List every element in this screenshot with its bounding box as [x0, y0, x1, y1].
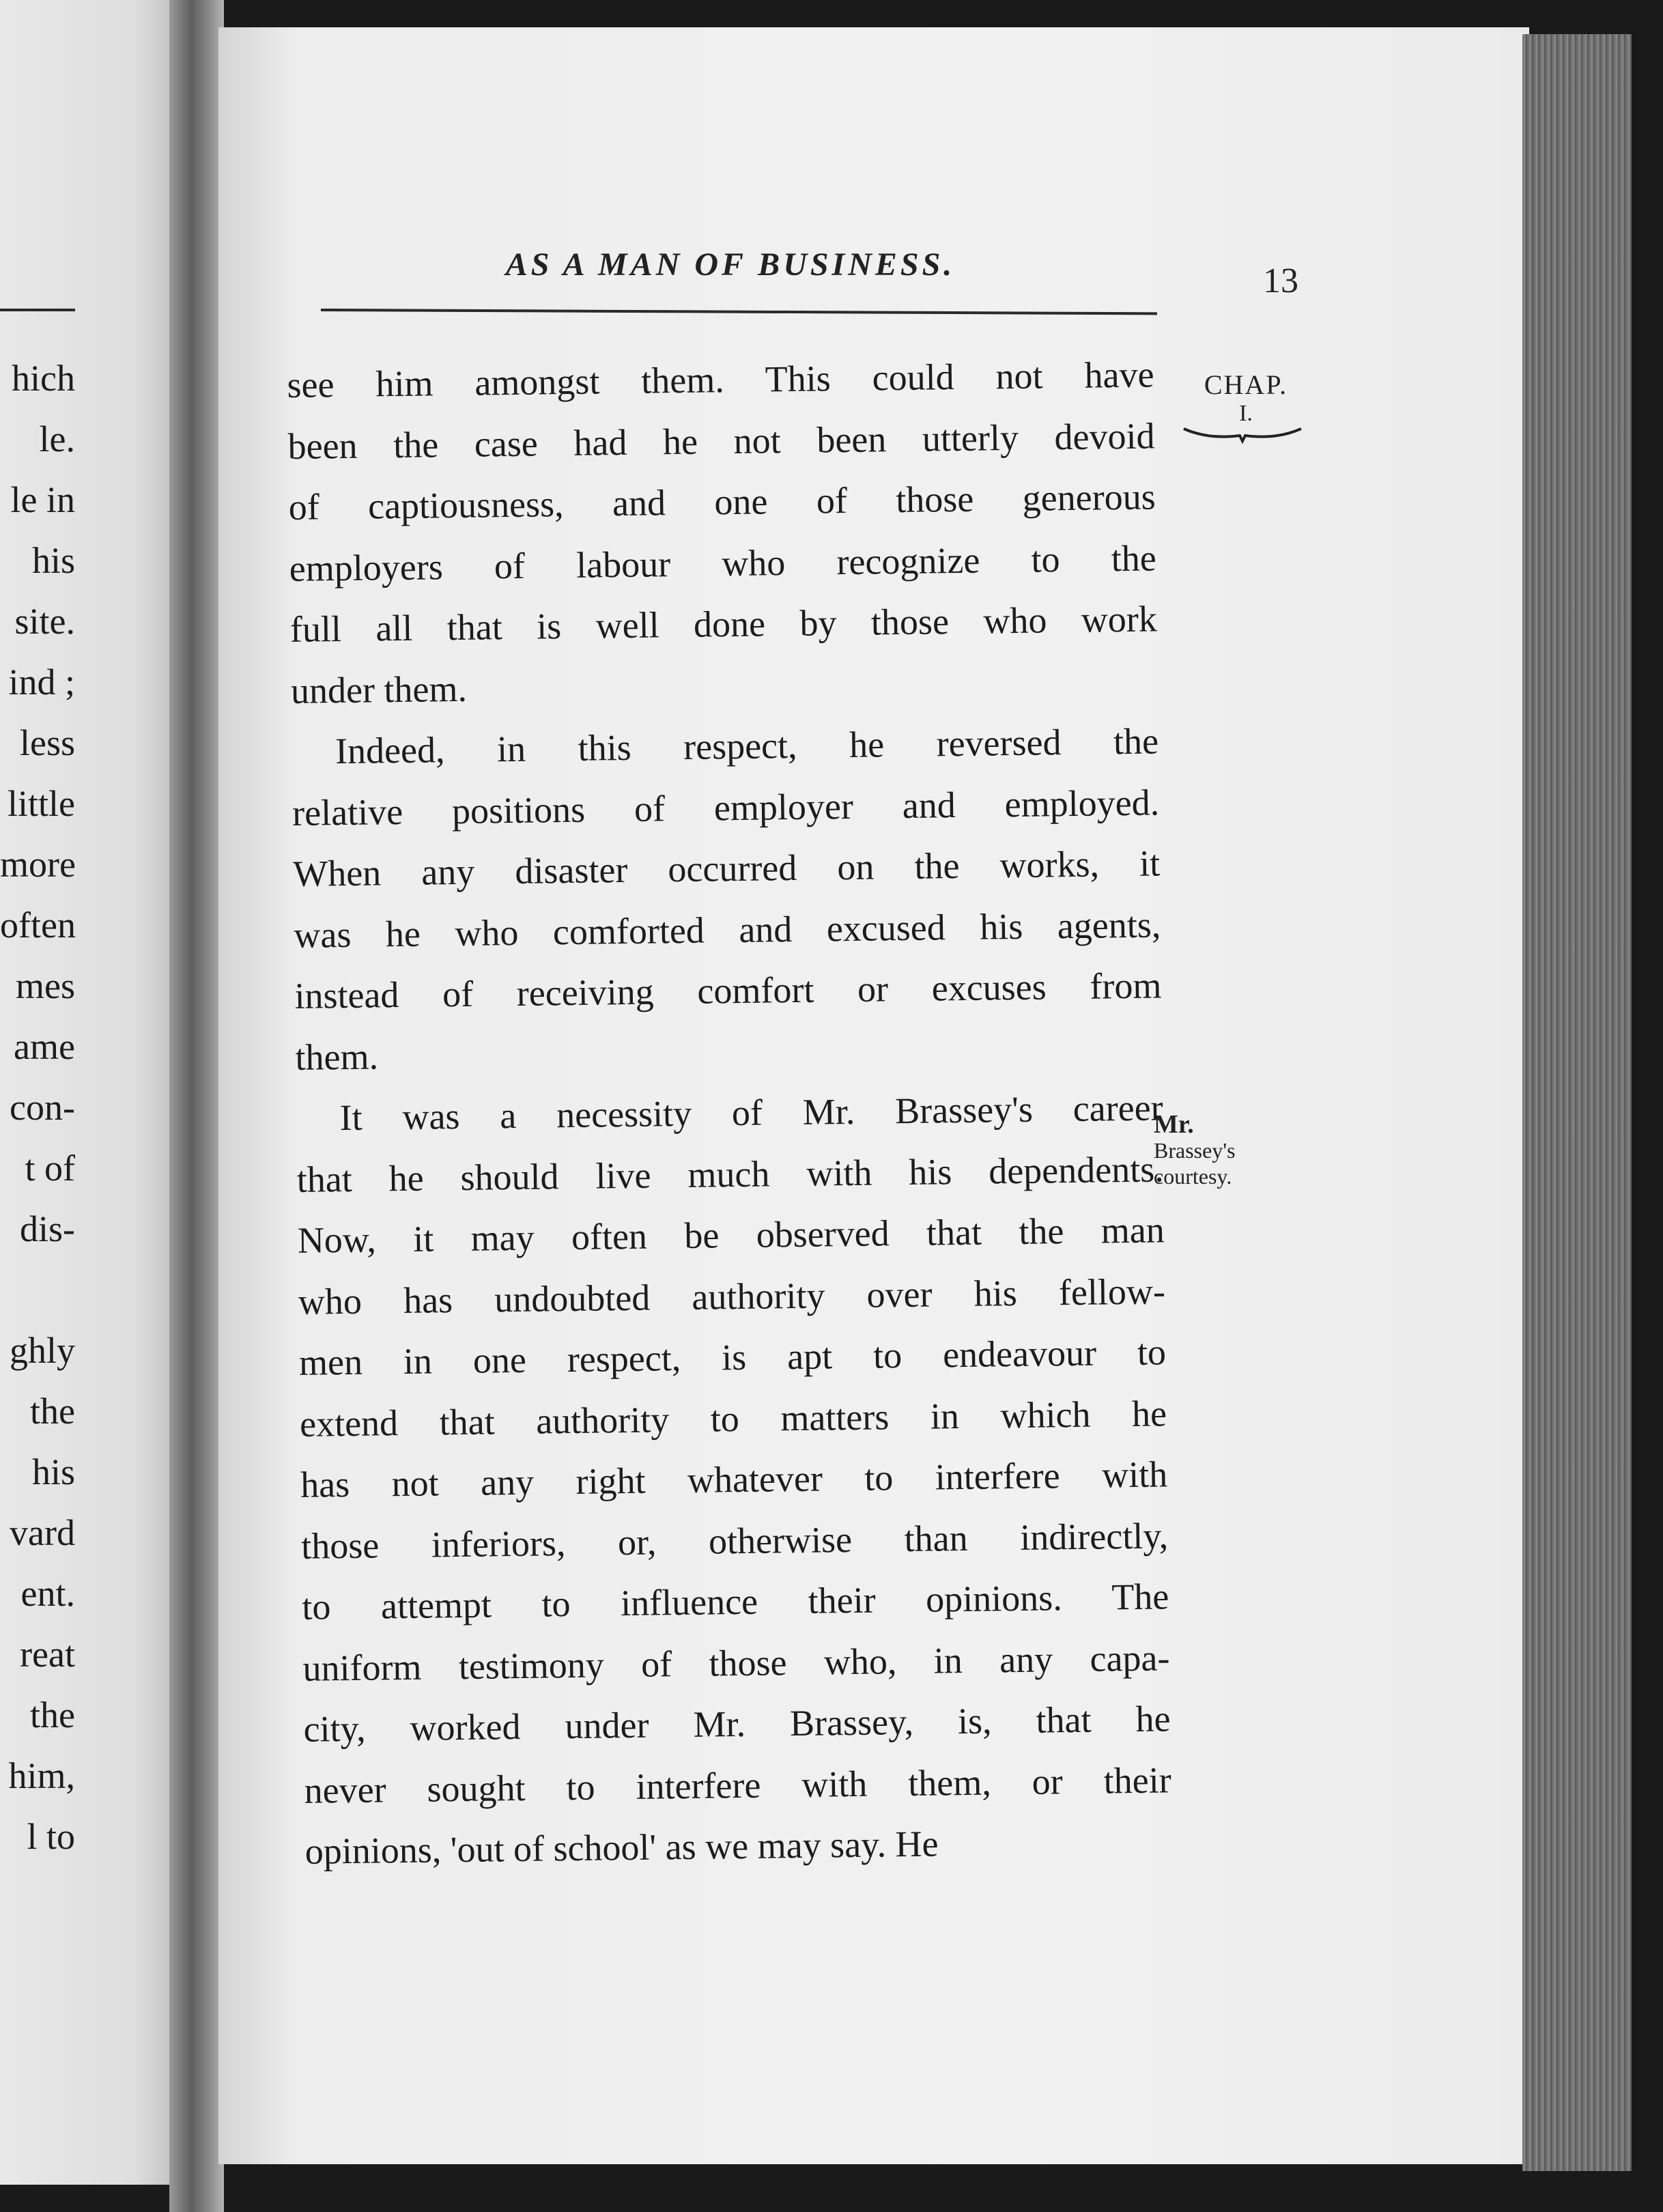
left-page-line-end: dis- [20, 1208, 75, 1249]
text-line: instead of receiving comfort or excuses from [294, 965, 1162, 1017]
running-title: AS A MAN OF BUSINESS. [505, 246, 956, 283]
text-line: them. [295, 1035, 379, 1078]
text-line: under them. [290, 668, 468, 711]
text-line: never sought to interfere with them, or their [304, 1759, 1171, 1811]
left-page-line-end: the [30, 1695, 75, 1735]
text-line: men in one respect, is apt to endeavour to [298, 1331, 1167, 1383]
book-fore-edge [1522, 34, 1632, 2171]
text-line: been the case had he not been utterly devoid [287, 414, 1155, 467]
text-line: those inferiors, or, otherwise than indirectly, [300, 1514, 1169, 1567]
left-page-line-end: the [30, 1391, 75, 1432]
left-page-line-end: reat [20, 1634, 75, 1675]
text-line: opinions, 'out of school' as we may say. He [304, 1823, 939, 1872]
text-line: It was a necessity of Mr. Brassey's career [339, 1087, 1163, 1139]
text-line: city, worked under Mr. Brassey, is, that he [303, 1698, 1171, 1750]
chapter-margin-note [1188, 369, 1304, 444]
side-note-line: Mr. [1154, 1110, 1194, 1139]
text-line: who has undoubted authority over his fellow- [298, 1270, 1166, 1322]
side-note-line: Brassey's [1154, 1138, 1236, 1163]
left-page-line-end: his [31, 540, 75, 581]
left-page-line-end: con- [10, 1087, 75, 1128]
left-page-line-end: more [0, 844, 76, 885]
chapter-number: I. [1239, 401, 1253, 426]
text-line: to attempt to influence their opinions. The [302, 1576, 1169, 1628]
left-page-line-end: little [8, 783, 75, 824]
left-facing-page [0, 0, 179, 2185]
text-line: When any disaster occurred on the works, it [292, 842, 1161, 894]
paragraph [292, 711, 1163, 1088]
body-text [287, 344, 1172, 1882]
text-line: extend that authority to matters in which he [299, 1392, 1167, 1445]
text-line: uniform testimony of those who, in any capa- [302, 1636, 1170, 1689]
left-page-line-end: hich [12, 358, 75, 399]
text-line: that he should live much with his dependents. [296, 1148, 1165, 1200]
text-line: see him amongst them. This could not have [287, 354, 1154, 406]
left-page-line-end: ent. [20, 1573, 75, 1614]
text-line: of captiousness, and one of those generous [288, 476, 1156, 528]
side-note-brassey-courtesy [1154, 1111, 1236, 1189]
page-number: 13 [1263, 261, 1298, 300]
left-page-line-end: site. [14, 601, 75, 642]
left-page-line-end: vard [10, 1512, 75, 1553]
left-page-header-rule [0, 309, 75, 311]
left-page-line-end: le in [10, 479, 75, 520]
left-page-line-end: less [20, 722, 75, 763]
left-page-line-end: le. [39, 419, 75, 459]
text-line: Indeed, in this respect, he reversed the [335, 720, 1159, 772]
text-line: was he who comforted and excused his agents, [294, 903, 1161, 956]
left-page-line-end: mes [16, 965, 75, 1006]
left-page-line-end: l to [27, 1816, 75, 1857]
brace-icon [1181, 426, 1304, 444]
left-page-line-end: often [0, 905, 76, 946]
left-page-line-end: him, [8, 1755, 75, 1796]
left-page-line-end: ghly [9, 1330, 75, 1371]
text-line: Now, it may often be observed that the man [297, 1209, 1165, 1261]
text-line: relative positions of employer and employed. [292, 781, 1160, 834]
book-gutter [169, 0, 224, 2212]
paragraph [287, 344, 1158, 721]
paragraph [296, 1077, 1172, 1882]
chapter-label: CHAP. [1204, 369, 1288, 400]
left-page-line-end: ind ; [8, 662, 75, 703]
left-page-line-ends [0, 348, 75, 1867]
left-page-line-end: ame [14, 1026, 75, 1067]
text-line: has not any right whatever to interfere with [300, 1454, 1168, 1505]
text-line: employers of labour who recognize to the [289, 537, 1157, 589]
left-page-line-end: his [31, 1451, 75, 1492]
side-note-line: courtesy. [1154, 1164, 1232, 1189]
left-page-line-end: t of [25, 1148, 75, 1189]
text-line: full all that is well done by those who work [289, 598, 1158, 650]
